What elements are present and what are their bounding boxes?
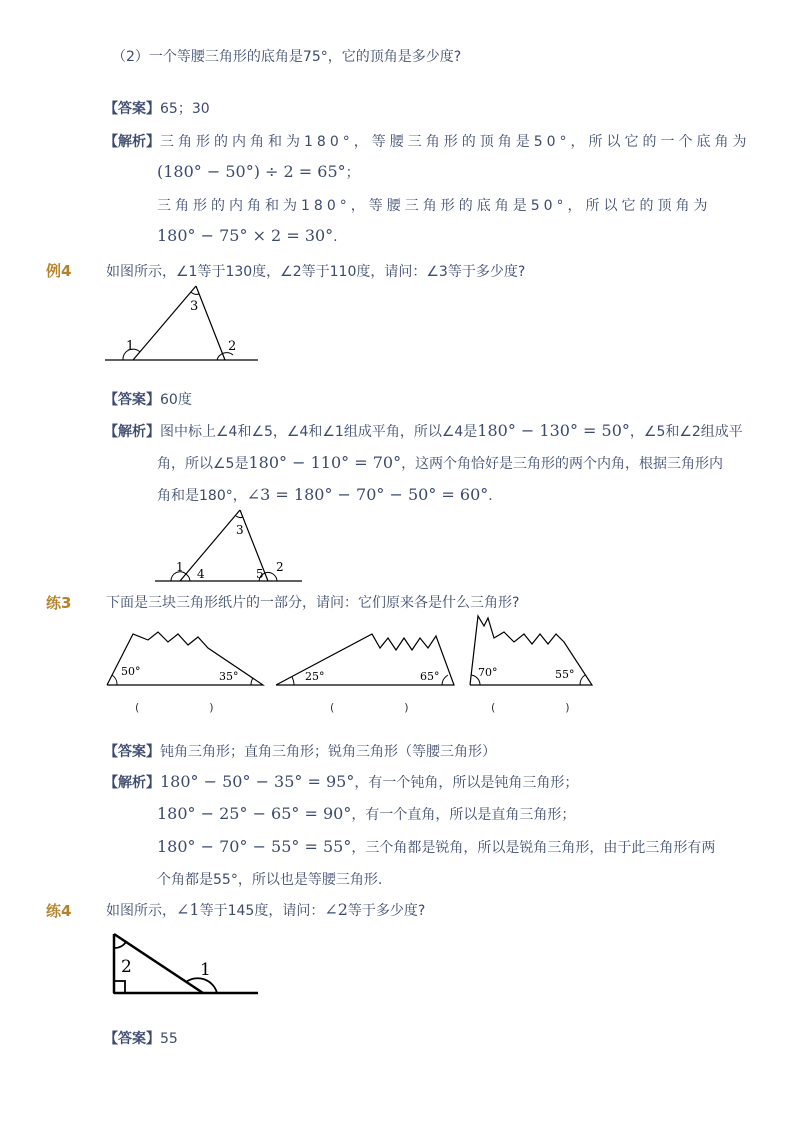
- example-4-label: 例4: [46, 262, 72, 280]
- angle-4-label: 4: [197, 567, 205, 581]
- explanation-tag: 【解析】: [104, 424, 160, 440]
- paper-piece-2: [272, 630, 462, 690]
- explanation-2-text-3a: 角和是180°，: [157, 488, 247, 504]
- explanation-3-line-3: [157, 837, 715, 857]
- practice-4-question-b: 等于145度，请问：: [199, 903, 325, 919]
- piece-3-right-angle: 55°: [555, 668, 575, 681]
- answer-3: [104, 741, 496, 761]
- angle-2-label: 2: [276, 560, 284, 574]
- angle-5-label: 5: [256, 567, 264, 581]
- explanation-tag: 【解析】: [104, 134, 160, 150]
- explanation-3-math-1: 180° − 50° − 35° = 95°: [160, 772, 355, 791]
- explanation-1-line-1: [104, 131, 751, 151]
- angle-1-label: 1: [126, 339, 135, 354]
- paper-piece-1: [103, 628, 268, 690]
- explanation-1-tail-1: ；: [345, 165, 360, 181]
- explanation-2-line-2: [157, 453, 723, 473]
- piece-2-left-angle: 25°: [305, 670, 325, 683]
- explanation-2-text-1b: ，∠5和∠2组成平: [629, 424, 743, 440]
- question-2: [112, 46, 461, 66]
- practice-4-figure: [108, 930, 263, 1000]
- answer-4: [104, 1028, 178, 1048]
- explanation-3-line-1: [104, 772, 578, 792]
- explanation-2-math-3: ∠3 = 180° − 70° − 50° = 60°: [246, 485, 489, 504]
- explanation-2-text-2a: 角，所以∠5是: [157, 456, 249, 472]
- example-4-question: 如图所示，∠1等于130度，∠2等于110度，请问：∠3等于多少度?: [106, 264, 526, 280]
- answer-tag: 【答案】: [104, 392, 160, 408]
- angle-2-label: 2: [121, 957, 132, 977]
- piece-1-blank[interactable]: ( ): [135, 701, 214, 714]
- piece-2-right-angle: 65°: [420, 670, 440, 683]
- explanation-tag: 【解析】: [104, 775, 160, 791]
- explanation-1-math-2: 180° − 75° × 2 = 30°: [157, 226, 334, 245]
- explanation-2-line-3: [157, 485, 493, 505]
- answer-tag: 【答案】: [104, 1031, 160, 1047]
- answer-tag: 【答案】: [104, 101, 160, 117]
- practice-4-label: 练4: [46, 902, 72, 920]
- explanation-3-text-1: ，有一个钝角，所以是钝角三角形；: [354, 775, 579, 791]
- answer-4-text: 55: [160, 1031, 178, 1047]
- explanation-2-math-1: 180° − 130° = 50°: [477, 421, 630, 440]
- explanation-3-math-3: 180° − 70° − 55° = 55°: [157, 837, 352, 856]
- practice-4-question: [106, 900, 425, 920]
- explanation-3-line-4: 个角都是55°，所以也是等腰三角形.: [157, 872, 383, 888]
- explanation-2-math-2: 180° − 110° = 70°: [248, 453, 402, 472]
- piece-1-left-angle: 50°: [121, 665, 141, 678]
- practice-4-question-c: 等于多少度?: [347, 903, 426, 919]
- explanation-1-line-2: [157, 162, 360, 182]
- example-4-figure: [100, 280, 265, 370]
- answer-1-text: 65；30: [160, 101, 210, 117]
- angle-1-label: 1: [200, 960, 211, 980]
- explanation-2-figure: [150, 505, 310, 587]
- explanation-1-line-4: [157, 226, 338, 245]
- explanation-3-text-3: ，三个角都是锐角，所以是锐角三角形，由于此三角形有两: [351, 840, 716, 856]
- explanation-2-text-2b: ，这两个角恰好是三角形的两个内角，根据三角形内: [401, 456, 724, 472]
- explanation-1-text-3: 三角形的内角和为180°，等腰三角形的底角是50°，所以它的顶角为: [157, 198, 712, 214]
- angle-3-label: 3: [236, 523, 244, 537]
- piece-3-blank[interactable]: ( ): [491, 701, 570, 714]
- angle-2-label: 2: [228, 339, 237, 354]
- practice-3-question: 下面是三块三角形纸片的一部分，请问：它们原来各是什么三角形?: [106, 595, 520, 611]
- practice-4-angle-2: ∠2: [324, 900, 348, 919]
- piece-1-right-angle: 35°: [219, 670, 239, 683]
- practice-4-question-a: 如图所示，: [106, 903, 176, 919]
- explanation-1-tail-2: .: [333, 229, 338, 245]
- paper-piece-3: [464, 612, 599, 690]
- answer-2-text: 60度: [160, 392, 192, 408]
- practice-4-angle-1: ∠1: [176, 900, 200, 919]
- answer-1: [104, 98, 210, 118]
- piece-3-left-angle: 70°: [478, 666, 498, 679]
- angle-1-label: 1: [176, 560, 184, 574]
- explanation-2-line-1: [104, 421, 743, 441]
- explanation-1-line-3: [157, 195, 712, 215]
- explanation-1-math-1: (180° − 50°) ÷ 2 = 65°: [157, 162, 346, 181]
- practice-3-label: 练3: [46, 594, 72, 612]
- angle-3-label: 3: [190, 299, 199, 314]
- question-2-text: （2）一个等腰三角形的底角是75°，它的顶角是多少度?: [112, 49, 462, 65]
- explanation-3-text-2: ，有一个直角，所以是直角三角形；: [351, 807, 576, 823]
- piece-2-blank[interactable]: ( ): [330, 701, 409, 714]
- explanation-2-text-3b: .: [488, 488, 493, 504]
- explanation-3-line-2: [157, 804, 575, 824]
- answer-tag: 【答案】: [104, 744, 160, 760]
- explanation-2-text-1a: 图中标上∠4和∠5，∠4和∠1组成平角，所以∠4是: [160, 424, 478, 440]
- answer-2: [104, 389, 192, 409]
- explanation-3-math-2: 180° − 25° − 65° = 90°: [157, 804, 352, 823]
- explanation-1-text-1: 三角形的内角和为180°，等腰三角形的顶角是50°，所以它的一个底角为: [160, 134, 751, 150]
- answer-3-text: 钝角三角形；直角三角形；锐角三角形（等腰三角形）: [160, 744, 496, 760]
